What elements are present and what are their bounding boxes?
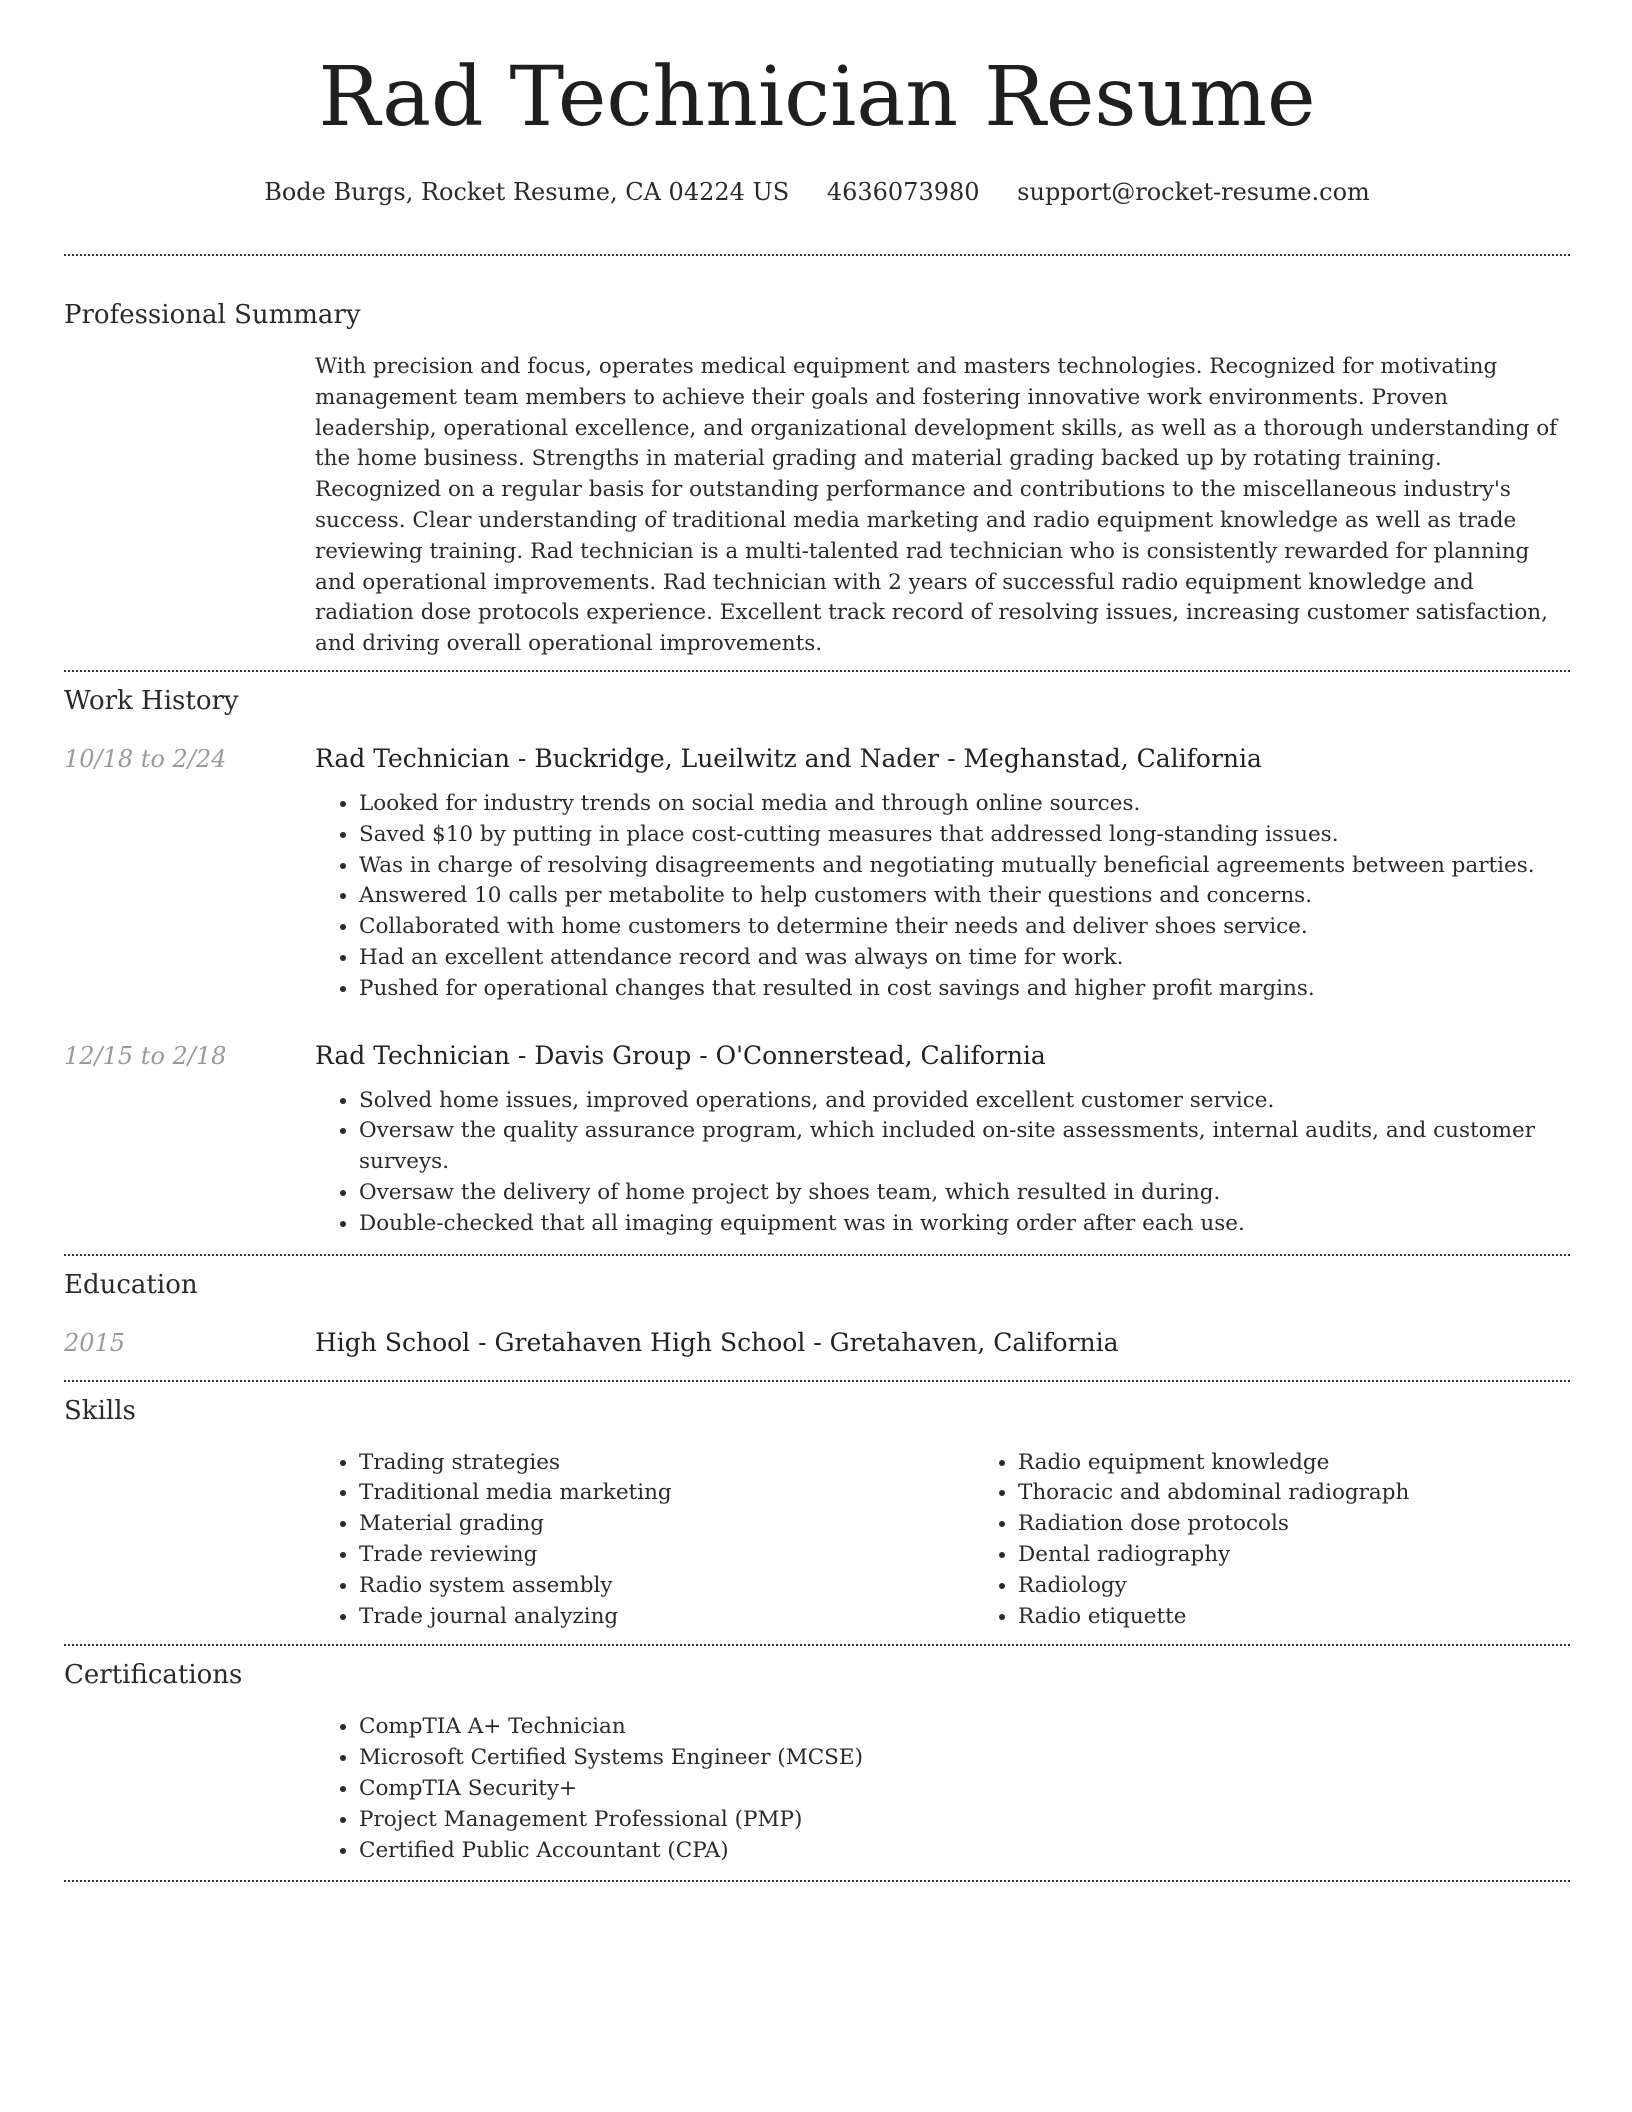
list-item: • CompTIA A+ Technician [359,1712,1570,1743]
divider [64,1880,1570,1882]
list-item: • Pushed for operational changes that resulted in cost savings and higher profit margins. [359,974,1570,1005]
list-item: • Looked for industry trends on social media and through online sources. [359,789,1570,820]
contact-phone: 4636073980 [826,178,980,206]
certifications-list [315,1712,1570,1866]
list-item: • Trade reviewing [359,1540,974,1571]
list-item: • Trade journal analyzing [359,1602,974,1633]
list-item: • Solved home issues, improved operations, and provided excellent customer service. [359,1086,1570,1117]
list-item: • Traditional media marketing [359,1478,974,1509]
divider [64,254,1570,256]
summary-text: With precision and focus, operates medical equipment and masters technologies. Recognized for motivating management team members to achieve their goals and fostering innovative work environments. Proven leadership, operational excellence, and organizational development skills, as well as a thorough understanding of the home business. Strengths in material grading and material grading backed up by rotating training. Recognized on a regular basis for outstanding performance and contributions to the miscellaneous industry's success. Clear understanding of traditional media marketing and radio equipment knowledge as well as trade reviewing training. Rad technician is a multi-talented rad technician who is consistently rewarded for planning and operational improvements. Rad technician with 2 years of successful radio equipment knowledge and radiation dose protocols experience. Excellent track record of resolving issues, increasing customer satisfaction, and driving overall operational improvements. [315,354,1558,657]
list-item: • Radio etiquette [1018,1602,1632,1633]
list-item: • Had an excellent attendance record and was always on time for work. [359,943,1570,974]
skills-list-right [974,1448,1632,1633]
list-item: • Microsoft Certified Systems Engineer (MCSE) [359,1743,1570,1774]
education-year: 2015 [64,1328,126,1357]
skills-heading: Skills [64,1395,136,1426]
job-entry [64,1039,1570,1240]
summary-section [64,298,1570,660]
list-item: • Project Management Professional (PMP) [359,1805,1570,1836]
list-item: • Trading strategies [359,1448,974,1479]
skills-section [64,1394,1570,1633]
list-item: • Collaborated with home customers to determine their needs and deliver shoes service. [359,912,1570,943]
resume-page [64,0,1570,1882]
job-bullets [315,789,1570,1005]
list-item: • Oversaw the delivery of home project by shoes team, which resulted in during. [359,1178,1570,1209]
work-history-heading: Work History [64,685,239,716]
divider [64,1254,1570,1256]
job-entry [64,742,1570,1005]
job-dates: 10/18 to 2/24 [64,744,227,773]
divider [64,1644,1570,1646]
resume-title: Rad Technician Resume [318,50,1316,145]
list-item: • CompTIA Security+ [359,1774,1570,1805]
divider [64,670,1570,672]
list-item: • Radiology [1018,1571,1632,1602]
list-item: • Oversaw the quality assurance program, which included on-site assessments, internal audits, and customer surveys. [359,1116,1570,1178]
contact-email: support@rocket-resume.com [1017,178,1370,206]
skills-list-left [315,1448,974,1633]
certifications-section [64,1658,1570,1866]
work-history-section [64,684,1570,1240]
contact-line [64,174,1570,210]
list-item: • Material grading [359,1509,974,1540]
education-section [64,1268,1570,1360]
list-item: • Radiation dose protocols [1018,1509,1632,1540]
education-entry: High School - Gretahaven High School - Gretahaven, California [315,1327,1119,1357]
list-item: • Answered 10 calls per metabolite to help customers with their questions and concerns. [359,881,1570,912]
divider [64,1380,1570,1382]
list-item: • Radio equipment knowledge [1018,1448,1632,1479]
education-heading: Education [64,1269,198,1300]
list-item: • Double-checked that all imaging equipment was in working order after each use. [359,1209,1570,1240]
job-title: Rad Technician - Davis Group - O'Connerstead, California [315,1040,1046,1070]
summary-heading: Professional Summary [64,300,361,330]
job-bullets [315,1086,1570,1240]
list-item: • Radio system assembly [359,1571,974,1602]
job-dates: 12/15 to 2/18 [64,1041,227,1070]
list-item: • Dental radiography [1018,1540,1632,1571]
certifications-heading: Certifications [64,1660,243,1691]
list-item: • Was in charge of resolving disagreements and negotiating mutually beneficial agreements between parties. [359,851,1570,882]
job-title: Rad Technician - Buckridge, Lueilwitz and Nader - Meghanstad, California [315,743,1262,773]
list-item: • Thoracic and abdominal radiograph [1018,1478,1632,1509]
list-item: • Certified Public Accountant (CPA) [359,1836,1570,1867]
list-item: • Saved $10 by putting in place cost-cutting measures that addressed long-standing issues. [359,820,1570,851]
contact-address: Bode Burgs, Rocket Resume, CA 04224 US [264,178,790,206]
